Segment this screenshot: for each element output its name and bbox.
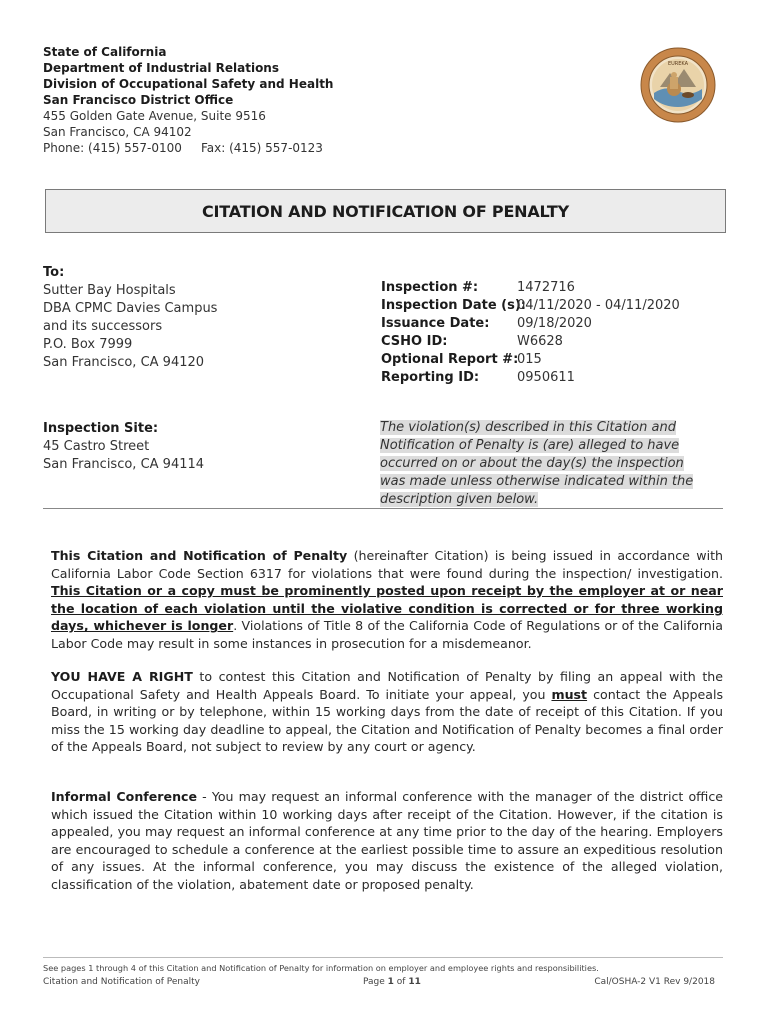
great-seal-of-california-icon	[640, 47, 716, 123]
paragraph-text: to contest this Citation and Notification of Penalty by filing an appeal with the Occupational Safety and Health Appeals Board. To initiate your appeal, you	[51, 669, 724, 702]
recipient-line: San Francisco, CA 94120	[43, 355, 205, 370]
inspection-site-block	[43, 420, 204, 474]
inspection-site-label: Inspection Site:	[43, 421, 159, 436]
page-of: of	[393, 977, 409, 987]
svg-text:EUREKA: EUREKA	[667, 61, 689, 67]
page-indicator	[363, 977, 421, 987]
recipient-block	[43, 264, 217, 372]
site-line: 45 Castro Street	[43, 439, 150, 454]
inspection-details	[381, 279, 680, 387]
department-name: Department of Industrial Relations	[43, 61, 279, 75]
recipient-line: DBA CPMC Davies Campus	[43, 301, 218, 316]
recipient-line: P.O. Box 7999	[43, 337, 133, 352]
office-name: San Francisco District Office	[43, 93, 234, 107]
page-label: Page	[363, 977, 388, 987]
paragraph-text: (hereinafter Citation) is being issued in accordance with California Labor Code Section 6317 for violations that were found during the inspection/ investigation.	[51, 548, 723, 581]
state-name: State of California	[43, 45, 167, 59]
field-label: Reporting ID:	[381, 370, 480, 385]
csho-id: W6628	[517, 334, 563, 349]
phone-number: Phone: (415) 557-0100	[43, 141, 182, 155]
field-label: Optional Report #:	[381, 352, 519, 367]
field-label: Inspection #:	[381, 280, 479, 295]
csho-id-row	[381, 333, 680, 351]
paragraph-lead: YOU HAVE A RIGHT	[51, 669, 193, 684]
paragraph-lead: Informal Conference	[51, 789, 198, 804]
optional-report-row	[381, 351, 680, 369]
address-line-2: San Francisco, CA 94102	[43, 125, 192, 139]
paragraph-text: . Violations of Title 8 of the California Code of Regulations or of the California Labor Code may result in some instances in prosecution for a misdemeanor.	[51, 618, 723, 651]
page-title: CITATION AND NOTIFICATION OF PENALTY	[45, 189, 726, 233]
optional-report-number: 015	[517, 352, 542, 367]
reporting-id: 0950611	[517, 370, 575, 385]
posting-requirement: This Citation or a copy must be prominently posted upon receipt by the employer at or near the location of each violation until the violative condition is corrected or for three working days, whichever is longer	[51, 583, 723, 634]
field-label: CSHO ID:	[381, 334, 448, 349]
site-line: San Francisco, CA 94114	[43, 457, 205, 472]
recipient-line: and its successors	[43, 319, 163, 334]
inspection-number: 1472716	[517, 280, 575, 295]
field-label: Inspection Date (s):	[381, 298, 526, 313]
contact-line	[43, 140, 333, 156]
paragraph-lead: This Citation and Notification of Penalty	[51, 548, 348, 563]
violation-note	[380, 419, 710, 509]
issuance-date: 09/18/2020	[517, 316, 592, 331]
inspection-number-row	[381, 279, 680, 297]
must-emphasis: must	[551, 686, 588, 702]
citation-paragraph	[51, 547, 723, 653]
address-line-1: 455 Golden Gate Avenue, Suite 9516	[43, 109, 266, 123]
recipient-line: Sutter Bay Hospitals	[43, 283, 176, 298]
footer-note: See pages 1 through 4 of this Citation and Notification of Penalty for information on employer and employee rights and responsibilities.	[43, 963, 599, 973]
paragraph-text: contact the Appeals Board, in writing or by telephone, within 15 working days from the date of receipt of this Citation. If you miss the 15 working day deadline to appeal, the Citation and Notification of Penalty becomes a final order of the Appeals Board, not subject to review by any court or agency.	[51, 686, 723, 755]
fax-number: Fax: (415) 557-0123	[200, 141, 323, 155]
footer-doc-name: Citation and Notification of Penalty	[43, 977, 200, 987]
section-divider	[43, 508, 723, 509]
paragraph-text: - You may request an informal conference with the manager of the district office which issued the Citation within 10 working days after receipt of the Citation. However, if the citation is appealed, you may request an informal conference at any time prior to the day of the hearing. Employers are encouraged to schedule a conference at the earliest possible time to assure an expeditious resolution of any issues. At the informal conference, you may discuss the existence of the alleged violation, classification of the violation, abatement date or proposed penalty.	[51, 789, 724, 892]
footer-divider	[43, 957, 723, 958]
issuance-date-row	[381, 315, 680, 333]
field-label: Issuance Date:	[381, 316, 490, 331]
page-total: 11	[408, 977, 421, 987]
page-number: 1	[387, 977, 394, 987]
violation-note-text: The violation(s) described in this Citation and Notification of Penalty is (are) alleged to have occurred on or about the day(s) the inspection was made unless otherwise indicated within the description given below.	[380, 420, 694, 507]
division-name: Division of Occupational Safety and Health	[43, 77, 334, 91]
agency-header	[43, 44, 333, 156]
inspection-date-row	[381, 297, 680, 315]
inspection-date: 04/11/2020 - 04/11/2020	[517, 298, 680, 313]
reporting-id-row	[381, 369, 680, 387]
recipient-label: To:	[43, 265, 65, 280]
form-identifier: Cal/OSHA-2 V1 Rev 9/2018	[594, 977, 715, 987]
appeal-rights-paragraph	[51, 668, 723, 756]
informal-conference-paragraph	[51, 788, 723, 894]
